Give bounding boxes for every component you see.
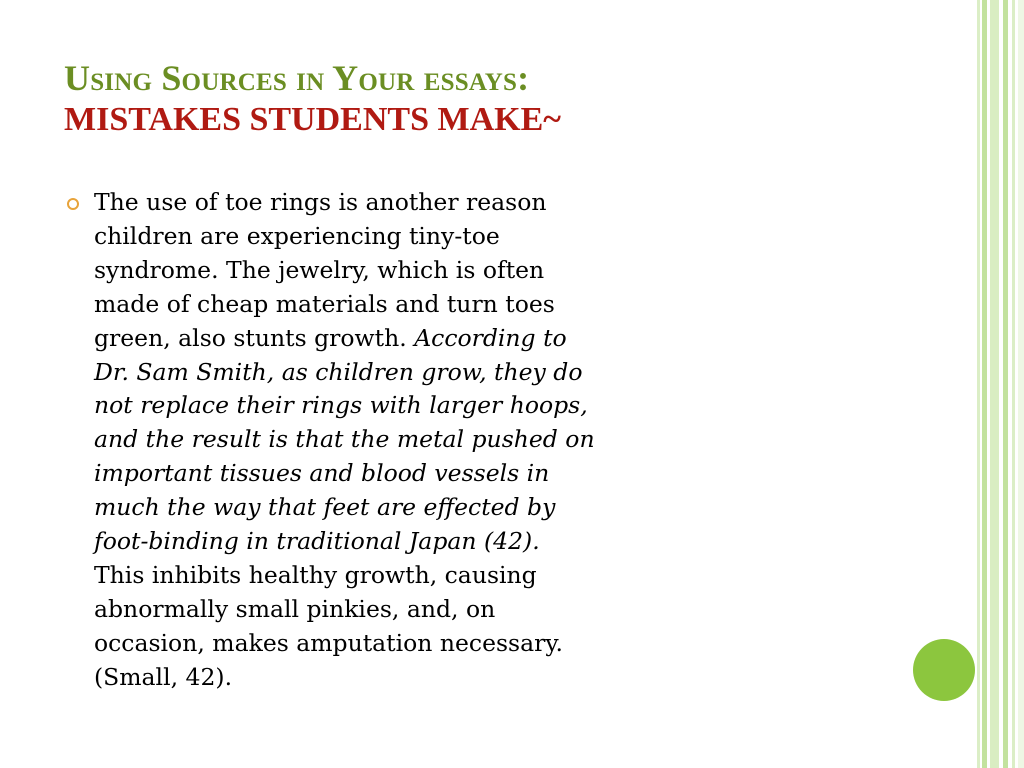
bullet-text-commentary: This inhibits healthy growth, causing abnormally small pinkies, and, on occasion, makes amputation necessary. (Small, 42).	[94, 560, 563, 691]
decorative-stripe	[977, 0, 980, 768]
decorative-stripe	[990, 0, 999, 768]
title-line-2: MISTAKES STUDENTS MAKE~	[64, 101, 561, 138]
bullet-circle-icon	[67, 198, 79, 210]
slide-title	[64, 56, 944, 140]
bullet-text-quote: According to Dr. Sam Smith, as children grow, they do not replace their rings with larger hoops, and the result is that the metal pushed on important tissues and blood vessels in much the way that feet are effected by foot-binding in traditional Japan (42).	[94, 323, 595, 556]
decorative-stripe	[1012, 0, 1015, 768]
bullet-text	[94, 186, 714, 695]
bullet-item	[64, 186, 714, 695]
bullet-list	[64, 186, 714, 695]
decorative-stripe	[1003, 0, 1008, 768]
decorative-stripe	[982, 0, 987, 768]
decorative-stripe	[1018, 0, 1024, 768]
bullet-text-plain: The use of toe rings is another reason children are experiencing tiny-toe syndrome. The jewelry, which is often made of cheap materials and turn toes green, also stunts growth.	[94, 188, 555, 352]
accent-circle	[913, 639, 975, 701]
title-line-1: Using Sources in Your essays:	[64, 58, 530, 98]
